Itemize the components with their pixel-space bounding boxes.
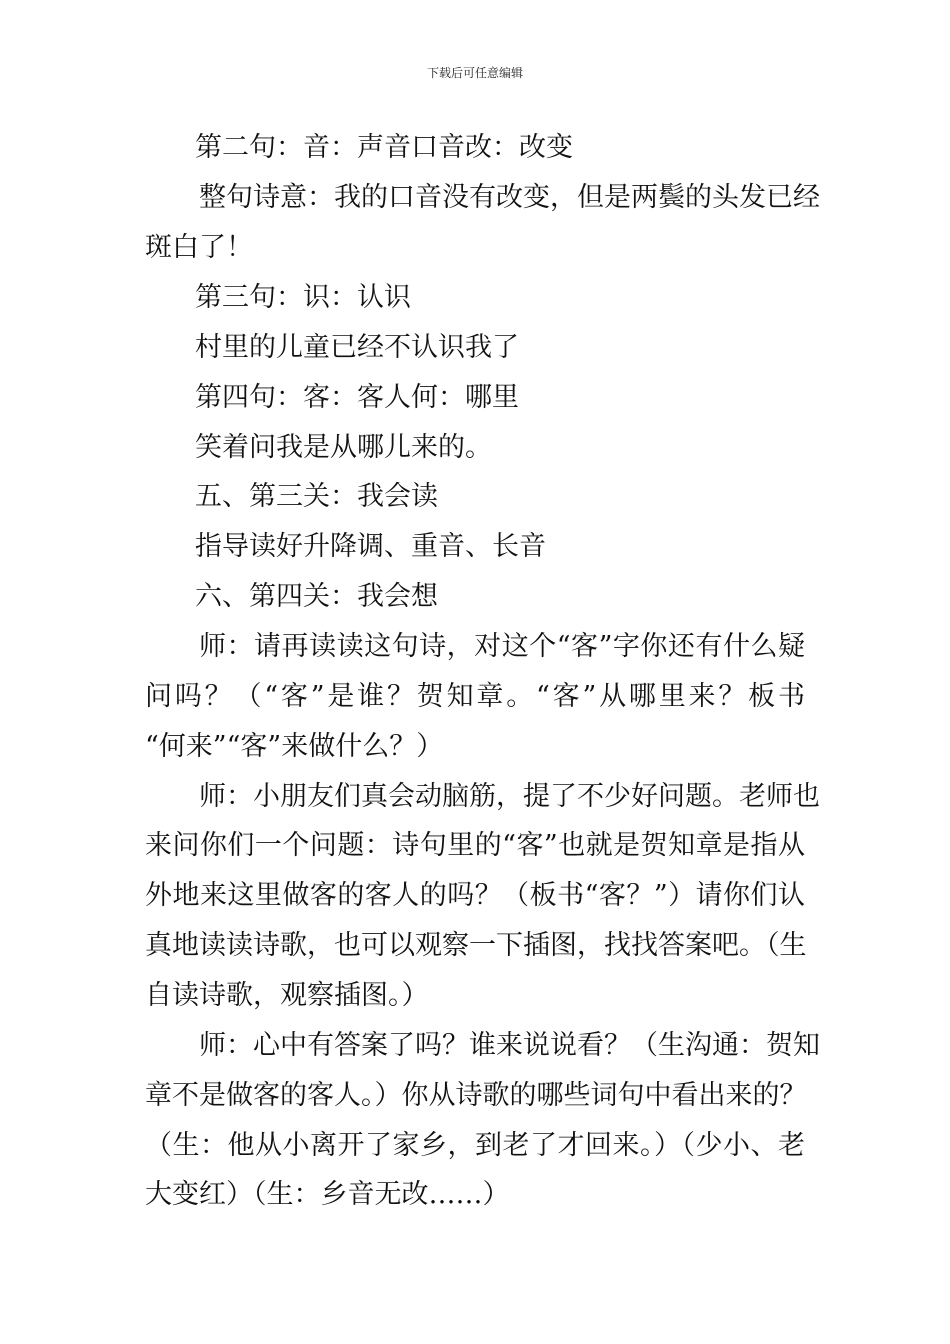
text-line-2: 整句诗意：我的口音没有改变，但是两鬓的头发已经 <box>199 182 820 213</box>
text-line-17: 真地读读诗歌，也可以观察一下插图，找找答案吧。（生 <box>145 930 807 961</box>
text-line-5: 村里的儿童已经不认识我了 <box>195 332 519 363</box>
text-line-6: 第四句：客：客人何：哪里 <box>195 382 519 413</box>
page-header: 下载后可任意编辑 <box>426 66 523 80</box>
text-line-11: 师：请再读读这句诗，对这个“客”字你还有什么疑 <box>199 631 805 662</box>
text-line-18: 自读诗歌，观察插图。） <box>145 980 429 1011</box>
text-line-16: 外地来这里做客的客人的吗？（板书“客？”）请你们认 <box>145 880 805 911</box>
text-line-8: 五、第三关：我会读 <box>195 481 438 512</box>
text-line-22: 大变红）（生：乡音无改……） <box>145 1179 510 1210</box>
text-line-21: （生：他从小离开了家乡，到老了才回来。）（少小、老 <box>145 1130 805 1161</box>
text-line-13: “何来”“客”来做什么？） <box>145 731 444 762</box>
text-line-19: 师：心中有答案了吗？谁来说说看？（生沟通：贺知 <box>199 1030 820 1061</box>
text-line-1: 第二句：音：声音口音改：改变 <box>195 132 573 163</box>
text-line-7: 笑着问我是从哪儿来的。 <box>195 432 492 463</box>
text-line-3: 斑白了！ <box>145 232 253 263</box>
text-line-20: 章不是做客的客人。）你从诗歌的哪些词句中看出来的？ <box>145 1080 807 1111</box>
text-line-4: 第三句：识：认识 <box>195 282 411 313</box>
text-line-15: 来问你们一个问题：诗句里的“客”也就是贺知章是指从 <box>145 830 805 861</box>
text-line-9: 指导读好升降调、重音、长音 <box>195 531 546 562</box>
text-line-14: 师：小朋友们真会动脑筋，提了不少好问题。老师也 <box>199 781 820 812</box>
text-line-10: 六、第四关：我会想 <box>195 581 438 612</box>
text-line-12: 问吗？（“客”是谁？贺知章。“客”从哪里来？板书 <box>145 681 805 712</box>
